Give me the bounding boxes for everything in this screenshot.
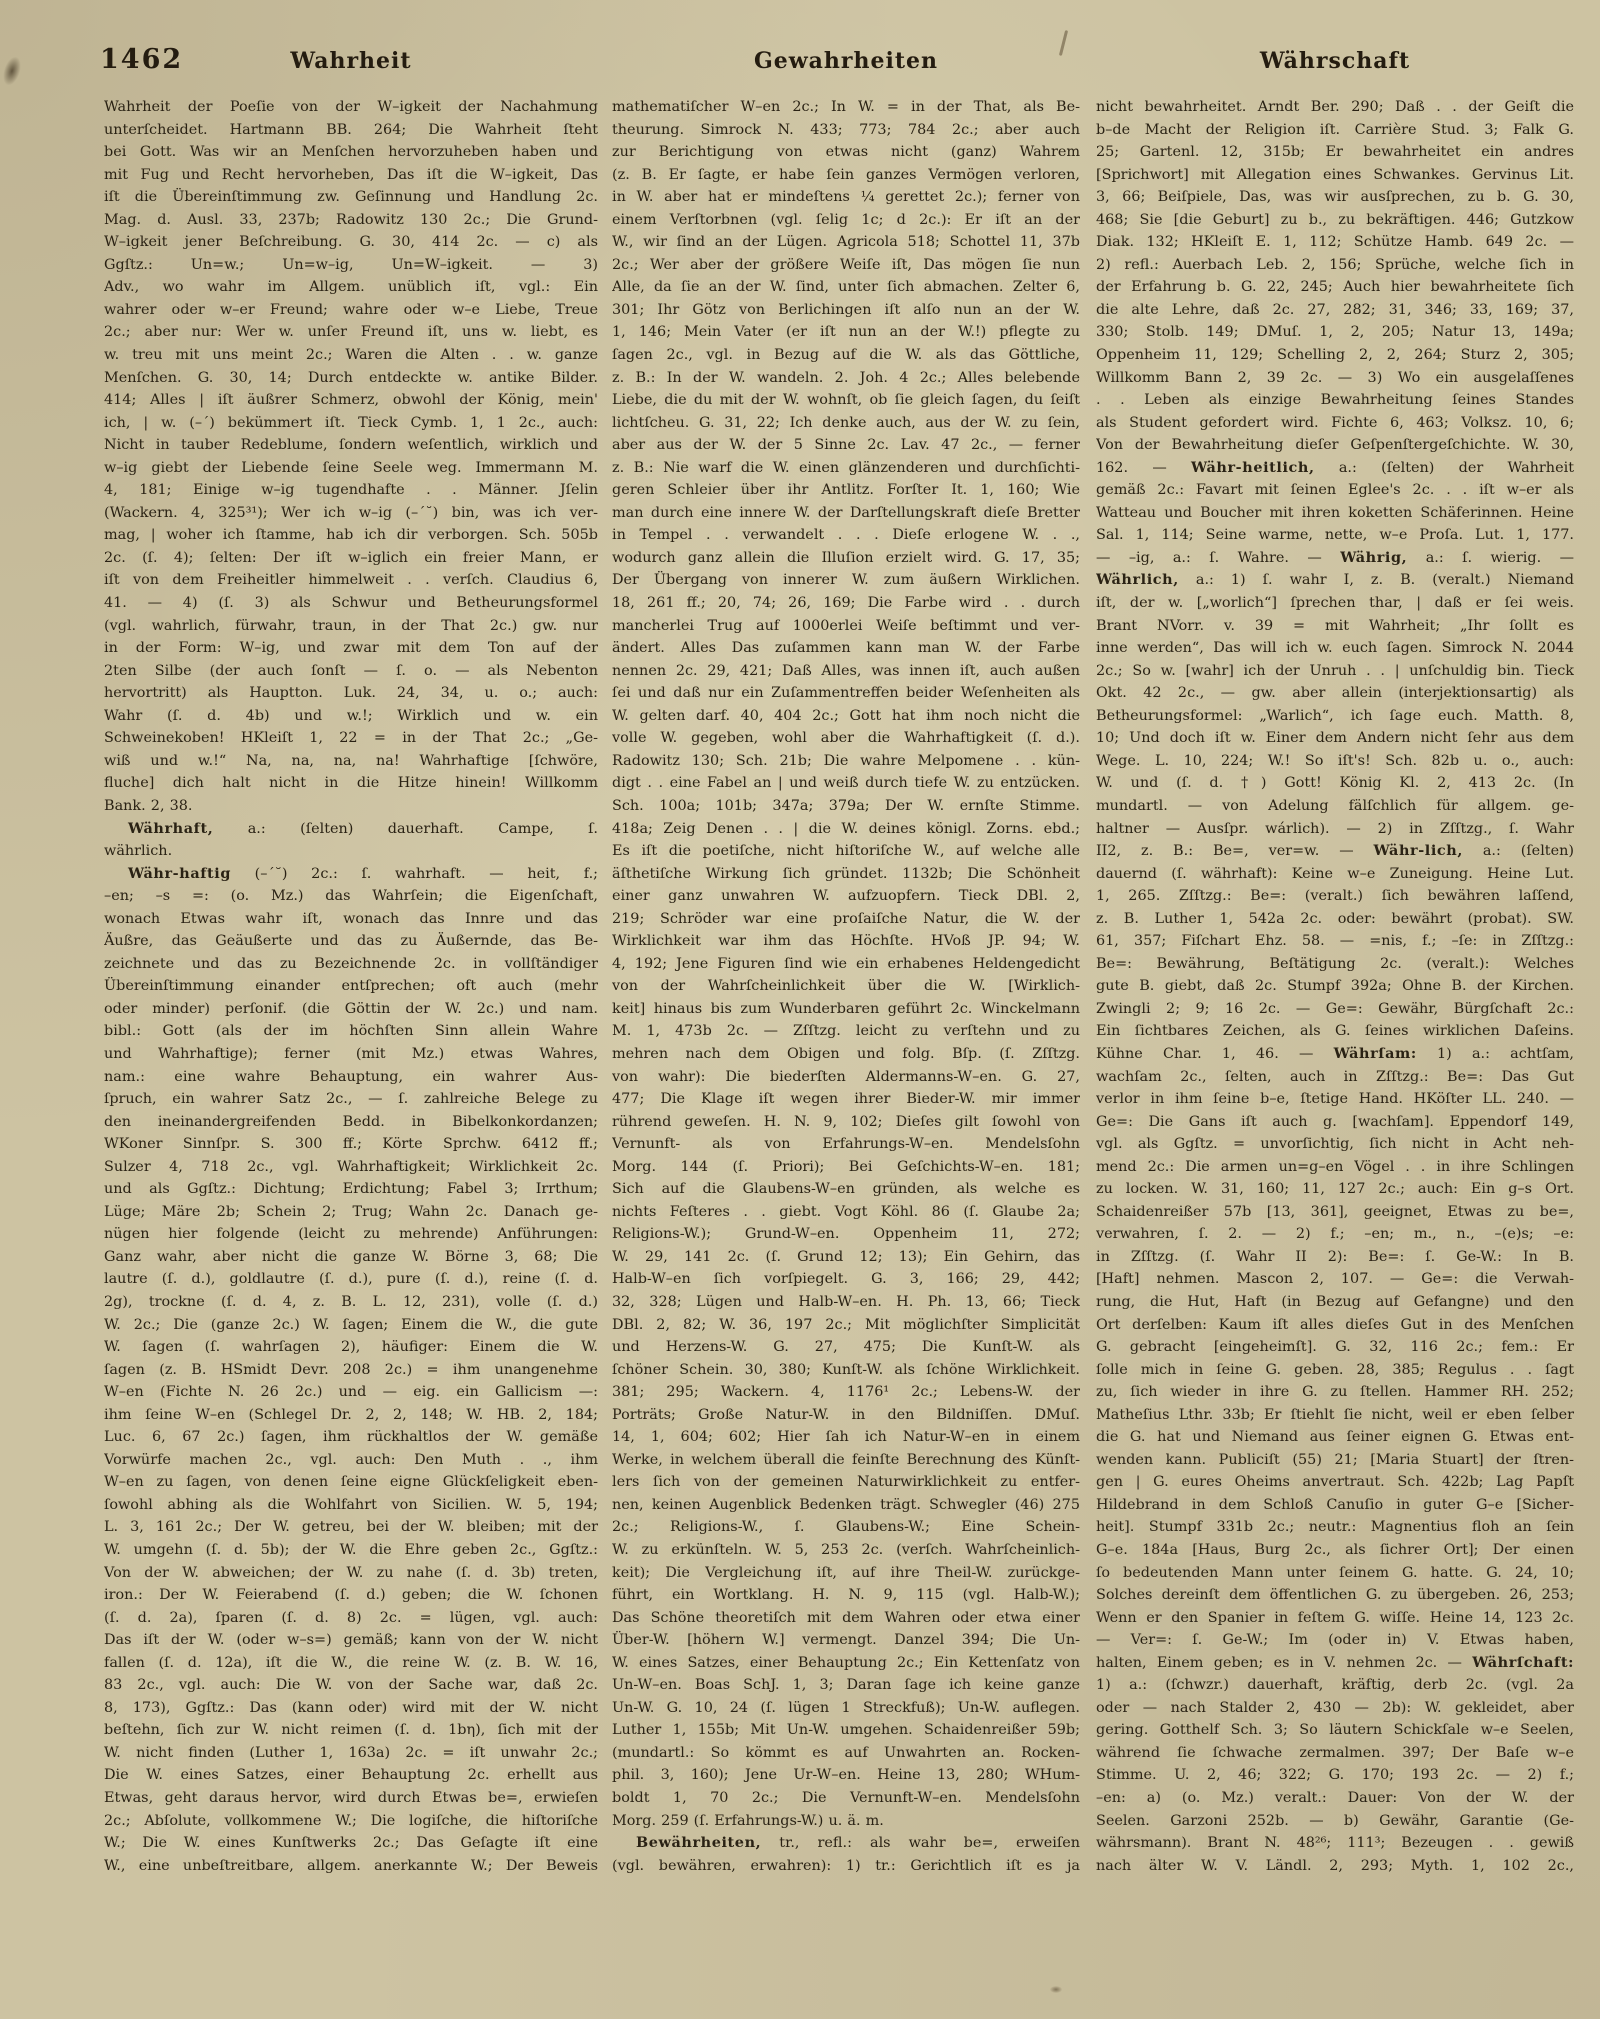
text-line: 162. — Währ-heitlich, a.: (ſelten) der Wahrheit [1096,458,1574,476]
text-line: beſtehn, ſich zur W. nicht reimen (ſ. d. 1bη), ſich mit der [104,1722,598,1739]
text-line: w–ig giebt der Liebende ſeine Seele weg. Immermann M. [104,459,598,476]
text-line: vgl. als Ggſtz. = unvorſichtig, ſich nicht in Acht neh- [1096,1136,1574,1153]
text-line: verwahren, ſ. 2. — 2) f.; –en; m., n., –(e)s; –e: [1096,1226,1574,1243]
text-line: theurung. Simrock N. 433; 773; 784 2c.; aber auch [612,121,1080,138]
text-line: 2g), trockne (ſ. d. 4, z. B. L. 12, 231), volle (ſ. d.) [104,1293,598,1310]
text-line: bei Gott. Was wir an Menſchen hervorzuheben haben und [104,144,598,161]
text-line: 477; Die Klage iſt wegen ihrer Bieder-W. mir immer [612,1091,1080,1108]
text-line: 1, 265. Zſſtzg.: Be=: (veralt.) ſich bewähren laſſend, [1096,888,1574,905]
text-column-1 [104,96,598,1877]
text-line: nen, keinen Augenblick Bedenken trägt. Schwegler (46) 275 [612,1496,1080,1513]
text-line: Brant NVorr. v. 39 = mit Wahrheit; „Ihr ſollt es [1096,617,1574,634]
text-line: Watteau und Boucher mit ihren koketten Schäferinnen. Heine [1096,504,1574,521]
text-line: Wahrheit der Poeſie von der W–igkeit der Nachahmung [104,99,598,115]
text-line: in der Form: W–ig, und zwar mit dem Ton auf der [104,640,598,657]
text-line: führt, ein Wortklang. H. N. 9, 115 (vgl. Halb-W.); [612,1587,1080,1604]
text-line: der Erfahrung b. G. 22, 245; Auch hier bewahrheitete ſich [1096,279,1574,296]
text-line: Wahr (ſ. d. 4b) und w.!; Wirklich und w. ein [104,707,598,724]
text-line: mag, | woher ich ſtamme, hab ich dir verborgen. Sch. 505b [104,527,598,544]
text-line: Luc. 6, 67 2c.) ſagen, ihm rückhaltlos der W. gemäße [104,1429,598,1446]
text-line: Be=: Bewährung, Beſtätigung 2c. (veralt.): Welches [1096,955,1574,972]
text-line: Stimme. U. 2, 46; 322; G. 170; 193 2c. — 2) f.; [1096,1767,1574,1784]
text-line: Ge=: Die Gans iſt auch g. [wachſam]. Eppendorf 149, [1096,1113,1574,1130]
text-line: W–en zu ſagen, von denen ſeine eigne Glückſeligkeit eben- [104,1474,598,1491]
text-line: W. 2c.; Die (ganze 2c.) W. ſagen; Einem die W., die gute [104,1316,598,1333]
text-line: W. eines Satzes, einer Behauptung 2c.; Ein Kettenſatz von [612,1654,1080,1671]
text-line: M. 1, 473b 2c. — Zſſtzg. leicht zu verſtehn und zu [612,1023,1080,1040]
text-line: Schaidenreißer 57b [13, 361], geeignet, Etwas zu be=, [1096,1203,1574,1220]
text-line: wodurch ganz allein die Illuſion erzielt wird. G. 17, 35; [612,549,1080,566]
text-line: Das Schöne theoretiſch mit dem Wahren oder etwa einer [612,1609,1080,1626]
text-line: Sich auf die Glaubens-W–en gründen, als welche es [612,1181,1080,1198]
text-line: wiß und w.!“ Na, na, na, na! Wahrhaftige [ſchwöre, [104,752,598,769]
text-line: Religions-W.); Grund-W–en. Oppenheim 11, 272; [612,1226,1080,1243]
text-line: 468; Sie [die Geburt] zu b., zu bekräftigen. 446; Gutzkow [1096,211,1574,228]
running-head-left: Wahrheit [290,48,412,74]
text-line: (ſ. d. 2a), ſparen (ſ. d. 8) 2c. = lügen, vgl. auch: [104,1609,598,1626]
text-line: G. gebracht [eingeheimſt]. G. 32, 116 2c.; fem.: Er [1096,1339,1574,1356]
text-line: hervortritt) als Hauptton. Luk. 24, 34, u. o.; auch: [104,685,598,702]
text-line: mathematiſcher W–en 2c.; In W. = in der That, als Be- [612,99,1080,115]
text-line: 4, 181; Einige w–ig tugendhafte . . Männer. Jſelin [104,482,598,499]
text-line: währsmann). Brant N. 48²⁶; 111³; Bezeugen . . gewiß [1096,1835,1574,1852]
text-line: 4, 192; Jene Figuren ſind wie ein erhabenes Heldengedicht [612,955,1080,972]
text-line: Willkomm Bann 2, 39 2c. — 3) Wo ein ausgelaſſenes [1096,369,1574,386]
text-line: W. zu erkünſteln. W. 5, 253 2c. (verſch. Wahrſcheinlich- [612,1542,1080,1558]
text-line: Vorwürfe machen 2c., vgl. auch: Den Muth . ., ihm [104,1451,598,1468]
text-line: Un-W. G. 10, 24 (ſ. lügen 1 Streckfuß); Un-W. auflegen. [612,1699,1080,1716]
text-line: Ort derſelben: Kaum iſt alles dieſes Gut in des Menſchen [1096,1316,1574,1333]
text-line: dauernd (ſ. währhaft): Keine w–e Zuneigung. Heine Lut. [1096,865,1574,882]
text-line: 2c.; aber nur: Wer w. unſer Freund iſt, uns w. liebt, es [104,324,598,341]
text-line: in Tempel . . verwandelt . . . Dieſe erlogene W. . ., [612,527,1080,544]
text-line: Währ-haftig (–´˘) 2c.: ſ. wahrhaft. — heit, f.; [128,864,598,882]
text-line: — –ig, a.: ſ. Wahre. — Währig, a.: ſ. wierig. — [1096,548,1574,566]
text-line: und als Ggſtz.: Dichtung; Erdichtung; Fabel 3; Irrthum; [104,1181,598,1198]
text-line: Von der W. abweichen; der W. zu nahe (ſ. d. 3b) treten, [104,1564,598,1581]
text-line: Übereinſtimmung einander entſprechen; oft auch (mehr [104,978,598,995]
text-line: in Zſſtzg. (ſ. Wahr II 2): Be=: ſ. Ge-W.: In B. [1096,1248,1574,1265]
text-line: boldt 1, 70 2c.; Die Vernunft-W–en. Mendelsſohn [612,1790,1080,1807]
text-line: fluche] dich halt nicht in die Hitze hinein! Willkomm [104,775,598,792]
text-line: Seelen. Garzoni 252b. — b) Gewähr, Garantie (Ge- [1096,1812,1574,1829]
text-line: Radowitz 130; Sch. 21b; Die wahre Melpomene . . kün- [612,752,1080,769]
text-line: [Sprichwort] mit Allegation eines Schwankes. Gervinus Lit. [1096,166,1574,183]
text-line: G–e. 184a [Haus, Burg 2c., als ſichrer Ort]; Der einen [1096,1542,1574,1558]
text-line: mundartl. — von Adelung fälſchlich für allgem. ge- [1096,797,1574,814]
text-line: unterſcheidet. Hartmann BB. 264; Die Wahrheit ſteht [104,121,598,138]
text-line: 18, 261 ff.; 20, 74; 26, 169; Die Farbe wird . . durch [612,595,1080,612]
text-line: Morg. 259 (ſ. Erfahrungs-W.) u. ä. m. [612,1812,884,1829]
text-line: –en: a) (o. Mz.) veralt.: Dauer: Von der W. der [1096,1790,1574,1807]
text-line: b–de Macht der Religion iſt. Carrière Stud. 3; Falk G. [1096,121,1574,138]
text-line: 32, 328; Lügen und Halb-W–en. H. Ph. 13, 66; Tieck [612,1293,1080,1310]
text-line: Hildebrand in dem Schloß Canuſio in guter G–e [Sicher- [1096,1496,1574,1513]
text-line: Okt. 42 2c., — gw. aber allein (interjektionsartig) als [1096,685,1574,702]
text-line: nicht bewahrheitet. Arndt Ber. 290; Daß . . der Geiſt die [1096,99,1574,115]
text-line: Diak. 132; HKleiſt E. 1, 112; Schütze Hamb. 649 2c. — [1096,234,1574,251]
text-line: zu locken. W. 31, 160; 11, 127 2c.; auch: Ein g–s Ort. [1096,1181,1574,1198]
text-line: Vernunft- als von Erfahrungs-W–en. Mendelsſohn [612,1136,1080,1153]
text-line: 414; Alles | iſt äußrer Schmerz, obwohl der König, mein' [104,392,598,409]
text-line: fallen (ſ. d. 12a), iſt die W., die reine W. (z. B. W. 16, [104,1654,598,1671]
text-line: Etwas, geht daraus hervor, wird durch Etwas be=, erwieſen [104,1790,598,1807]
text-line: 8, 173), Ggſtz.: Das (kann oder) wird mit der W. nicht [104,1699,598,1716]
text-line: Alle, da ſie an der W. ſind, unter ſich abmachen. Zelter 6, [612,279,1080,296]
text-line: Ggſtz.: Un=w.; Un=w–ig, Un=W–igkeit. — 3) [104,256,598,273]
text-line: bibl.: Gott (als der im höchſten Sinn allein Wahre [104,1023,598,1040]
text-line: ſchöner Schein. 30, 380; Kunſt-W. als ſchöne Wirklichkeit. [612,1361,1080,1378]
text-line: heit]. Stumpf 331b 2c.; neutr.: Magnentius floh an ſein [1096,1519,1574,1536]
text-line: Bank. 2, 38. [104,797,193,814]
text-line: L. 3, 161 2c.; Der W. getreu, bei der W. bleiben; mit der [104,1519,598,1536]
text-line: ſolle mich in ſeine G. geben. 28, 385; Regulus . . ſagt [1096,1361,1574,1378]
text-line: von wahr): Die biederſten Aldermanns-W–en. G. 27, [612,1068,1080,1085]
text-line: 25; Gartenl. 12, 315b; Er bewahrheitet ein andres [1096,144,1574,161]
text-line: z. B. Luther 1, 542a 2c. oder: bewährt (probat). SW. [1096,910,1574,927]
text-column-3 [1096,96,1574,1877]
text-line: Halb-W–en ſich vorſpiegelt. G. 3, 166; 29, 442; [612,1271,1080,1288]
text-line: ſo bedeutenden Mann unter ſeinem G. hatte. G. 24, 10; [1096,1564,1574,1581]
text-line: volle W. gegeben, wohl aber die Wahrhaftigkeit (ſ. d.). [612,730,1080,747]
text-line: — Ver=: ſ. Ge-W.; Im (oder in) V. Etwas haben, [1096,1632,1574,1649]
text-line: 2c. (ſ. 4); ſelten: Der iſt w–iglich ein freier Mann, er [104,549,598,566]
text-line: ſowohl abhing als die Wohlfahrt von Sicilien. W. 5, 194; [104,1496,598,1513]
text-line: 2c.; Abſolute, vollkommene W.; Die logiſche, die hiſtoriſche [104,1812,598,1829]
text-line: W.; Die W. eines Kunſtwerks 2c.; Das Geſagte iſt eine [104,1835,598,1852]
text-line: 2c.; Religions-W., ſ. Glaubens-W.; Eine Schein- [612,1519,1080,1536]
text-line: 3, 66; Beiſpiele, Das, was wir ausſprechen, zu b. G. 30, [1096,189,1574,206]
text-line: –en; –s =: (o. Mz.) das Wahrſein; die Eigenſchaft, [104,888,598,905]
text-line: Luther 1, 155b; Mit Un-W. umgehen. Schaidenreißer 59b; [612,1722,1080,1739]
text-line: (Wackern. 4, 325³¹); Wer ich w–ig (–´˘) bin, was ich ver- [104,504,598,521]
text-line: Äußre, das Geäußerte und das zu Äußernde, das Be- [104,933,598,950]
text-line: oder — nach Stalder 2, 430 — 2b): W. gekleidet, aber [1096,1699,1574,1716]
text-line: Zwingli 2; 9; 16 2c. — Ge=: Gewähr, Bürgſchaft 2c.: [1096,1000,1574,1017]
text-line: 2ten Silbe (der auch ſonſt — ſ. o. — als Nebenton [104,662,598,679]
text-line: Der Übergang von innerer W. zum äußern Wirklichen. [612,572,1080,589]
text-line: W. und (ſ. d. †) Gott! König Kl. 2, 413 2c. (In [1096,775,1574,792]
text-line: gemäß 2c.: Favart mit ſeinen Eglee's 2c. . . iſt w–er als [1096,482,1574,499]
text-line: Wirklichkeit war ihm das Höchſte. HVoß JP. 94; W. [612,933,1080,950]
text-line: oder minder) perſonif. (die Göttin der W. 2c.) und nam. [104,1000,598,1017]
text-line: iron.: Der W. Feierabend (ſ. d.) geben; die W. ſchonen [104,1587,598,1604]
text-line: Wenn er den Spanier in feſtem G. wiſſe. Heine 14, 123 2c. [1096,1609,1574,1626]
text-line: Die W. eines Satzes, einer Behauptung 2c. erhellt aus [104,1767,598,1784]
ink-speck [1050,1986,1062,1993]
text-line: rung, die Hut, Haft (in Bezug auf Gefangne) und den [1096,1293,1574,1310]
text-line: iſt die Übereinſtimmung zw. Geſinnung und Handlung 2c. [104,189,598,206]
text-line: lichtſcheu. G. 31, 22; Ich denke auch, aus der W. zu ſein, [612,414,1080,431]
text-line: Un-W–en. Boas SchJ. 1, 3; Daran ſage ich keine ganze [612,1677,1080,1694]
text-line: keit] hinaus bis zum Wunderbaren geführt 2c. Winckelmann [612,1000,1080,1017]
text-line: Lüge; Märe 2b; Schein 2; Trug; Wahn 2c. Danach ge- [104,1203,598,1220]
text-line: von der Wahrſcheinlichkeit über die W. [Wirklich- [612,978,1080,995]
running-head-right: Währschaft [1259,48,1411,74]
text-line: digt . . eine Fabel an | und weiß durch tiefe W. zu entzücken. [612,775,1080,792]
text-line: Adv., wo wahr im Allgem. unüblich iſt, vgl.: Ein [104,279,598,296]
text-line: 2c.; So w. [wahr] ich der Unruh . . | unſchuldig bin. Tieck [1096,662,1574,679]
text-line: mit Fug und Recht hervorheben, Das iſt die W–igkeit, Das [104,166,598,183]
text-line: z. B.: In der W. wandeln. 2. Joh. 4 2c.; Alles belebende [612,369,1080,386]
text-line: und Wahrhaftige); ferner (mit Mz.) etwas Wahres, [104,1045,598,1062]
text-line: inne werden“, Das will ich w. euch ſagen. Simrock N. 2044 [1096,640,1574,657]
text-line: 61, 357; Fiſchart Ehz. 58. — =nis, f.; –ſe: in Zſſtzg.: [1096,933,1574,950]
text-line: währlich. [104,843,173,860]
text-line: haltner — Ausſpr. wárlich). — 2) in Zſſtzg., ſ. Wahr [1096,820,1574,837]
text-line: den ineinandergreifenden Bedd. in Bibelkonkordanzen; [104,1113,598,1130]
text-line: 83 2c., vgl. auch: Die W. von der Sache war, daß 2c. [104,1677,598,1694]
text-line: 219; Schröder war eine proſaiſche Natur, die W. der [612,910,1080,927]
text-line: Liebe, die du mit der W. wohnſt, ob ſie gleich ſagen, du ſeiſt [612,392,1080,409]
text-line: z. B.: Nie warf die W. einen glänzenderen und durchſichti- [612,459,1080,476]
text-line: Sal. 1, 114; Seine warme, nette, w–e Proſa. Lut. 1, 177. [1096,527,1574,544]
text-line: ſagen (z. B. HSmidt Devr. 208 2c.) = ihm unangenehme [104,1361,598,1378]
text-column-2 [612,96,1080,1877]
text-line: 1, 146; Mein Vater (er iſt nun an der W.!) pflegte zu [612,324,1080,341]
text-line: nam.: eine wahre Behauptung, ein wahrer Aus- [104,1068,598,1085]
text-line: Nicht in tauber Redeblume, ſondern weſentlich, wirklich und [104,437,598,454]
text-line: die G. hat und Niemand aus ſeiner eignen G. Etwas ent- [1096,1429,1574,1446]
text-line: aber aus der W. der 5 Sinne 2c. Lav. 47 2c., — ferner [612,437,1080,454]
text-line: W., eine unbeſtreitbare, allgem. anerkannte W.; Der Beweis [104,1857,598,1874]
text-line: Das iſt der W. (oder w–s=) gemäß; kann von der W. nicht [104,1632,598,1649]
text-line: W–en (Fichte N. 26 2c.) und — eig. ein Gallicism —: [104,1384,598,1401]
text-line: Ein ſichtbares Zeichen, als G. ſeines wirklichen Daſeins. [1096,1023,1574,1040]
text-line: Schweinekoben! HKleiſt 1, 22 = in der That 2c.; „Ge- [104,730,598,747]
text-line: Über-W. [höhern W.] vermengt. Danzel 394; Die Un- [612,1632,1080,1649]
text-line: nennen 2c. 29, 421; Daß Alles, was innen iſt, auch außen [612,662,1080,679]
text-line: iſt von dem Freiheitler himmelweit . . verſch. Claudius 6, [104,572,598,589]
text-line: Solches dereinſt dem öffentlichen G. zu übergeben. 26, 253; [1096,1587,1574,1604]
text-line: Sulzer 4, 718 2c., vgl. Wahrhaftigkeit; Wirklichkeit 2c. [104,1158,598,1175]
text-line: 10; Und doch iſt w. Einer dem Andern nicht ſehr aus dem [1096,730,1574,747]
text-line: (vgl. wahrlich, fürwahr, traun, in der That 2c.) gw. nur [104,617,598,634]
text-line: wachſam 2c., ſelten, auch in Zſſtzg.: Be=: Das Gut [1096,1068,1574,1085]
text-line: wonach Etwas wahr iſt, wonach das Innre und das [104,910,598,927]
text-line: einem Verſtorbnen (vgl. ſelig 1c; d 2c.): Er iſt an der [612,211,1080,228]
text-line: 301; Ihr Götz von Berlichingen iſt alſo nun an der W. [612,301,1080,318]
text-line: geren Schleier über ihr Antlitz. Forſter It. 1, 160; Wie [612,482,1080,499]
text-line: ſagen 2c., vgl. in Bezug auf die W. als das Göttliche, [612,347,1080,364]
text-line: halten, Einem geben; es in V. nehmen 2c. — Währſchaft: [1096,1653,1574,1671]
text-line: ich, | w. (–´) bekümmert iſt. Tieck Cymb. 1, 1 2c., auch: [104,414,598,431]
text-line: Es iſt die poetiſche, nicht hiſtoriſche W., auf welche alle [612,843,1080,860]
text-line: nach älter W. V. Ländl. 2, 293; Myth. 1, 102 2c., [1096,1857,1574,1874]
text-line: 1) a.: (ſchwzr.) dauerhaft, kräftig, derb 2c. (vgl. 2a [1096,1677,1574,1694]
text-line: w. treu mit uns meint 2c.; Waren die Alten . . w. ganze [104,347,598,364]
text-line: Porträts; Große Natur-W. in den Bildniſſen. DMuſ. [612,1406,1080,1423]
text-line: Währhaft, a.: (ſelten) dauerhaft. Campe, ſ. [128,819,598,837]
text-line: W. 29, 141 2c. (ſ. Grund 12; 13); Ein Gehirn, das [612,1248,1080,1265]
text-line: als Student gefordert wird. Fichte 6, 463; Volksz. 10, 6; [1096,414,1574,431]
text-line: 381; 295; Wackern. 4, 1176¹ 2c.; Lebens-W. der [612,1384,1080,1401]
text-line: (vgl. bewähren, erwahren): 1) tr.: Gerichtlich iſt es ja [612,1857,1080,1874]
text-line: zur Berichtigung von etwas nicht (ganz) Wahrem [612,144,1080,161]
text-line: gen | G. eures Oheims anvertraut. Sch. 422b; Lag Papſt [1096,1474,1574,1491]
text-line: Ganz wahr, aber nicht die ganze W. Börne 3, 68; Die [104,1248,598,1265]
text-line: 418a; Zeig Denen . . | die W. deines königl. Zorns. ebd.; [612,820,1080,837]
text-line: Menſchen. G. 30, 14; Durch entdeckte w. antike Bilder. [104,369,598,386]
text-line: ſpruch, ein wahrer Satz 2c., — ſ. zahlreiche Belege zu [104,1091,598,1108]
text-line: Wege. L. 10, 224; W.! So iſt's! Sch. 82b u. o., auch: [1096,752,1574,769]
text-line: 2) refl.: Auerbach Leb. 2, 156; Sprüche, welche ſich in [1096,256,1574,273]
text-line: rührend geweſen. H. N. 9, 102; Dieſes gilt ſowohl von [612,1113,1080,1130]
text-line: Sch. 100a; 101b; 347a; 379a; Der W. ernſte Stimme. [612,797,1080,814]
text-line: W. umgehn (ſ. d. 5b); der W. die Ehre geben 2c., Ggſtz.: [104,1542,598,1558]
text-line: in W. aber hat er mindeſtens ¼ gerettet 2c.); ferner von [612,189,1080,206]
text-line: mend 2c.: Die armen un=g–en Vögel . . in ihre Schlingen [1096,1158,1574,1175]
text-line: einer ganz unwahren W. aufzuopfern. Tieck DBl. 2, [612,888,1080,905]
text-line: gute B. giebt, daß 2c. Stumpf 392a; Ohne B. der Kirchen. [1096,978,1574,995]
text-line: man durch eine innere W. der Darſtellungskraft dieſe Bretter [612,504,1080,521]
text-line: (z. B. Er ſagte, er habe ſein ganzes Vermögen verloren, [612,166,1080,183]
text-line: 14, 1, 604; 602; Hier ſah ich Natur-W–en in einem [612,1429,1080,1446]
text-line: ſei und daß nur ein Zuſammentreffen beider Weſenheiten als [612,685,1080,702]
text-line: die alte Lehre, daß 2c. 27, 282; 31, 346; 33, 169; 37, [1096,301,1574,318]
text-line: äſthetiſche Wirkung ſich gründet. 1132b; Die Schönheit [612,865,1080,882]
text-line: Matheſius Lthr. 33b; Er ſtiehlt ſie nicht, weil er eben ſelber [1096,1406,1574,1423]
text-line: W. nicht finden (Luther 1, 163a) 2c. = iſt unwahr 2c.; [104,1744,598,1761]
text-line: iſt, der w. [„worlich“] ſprechen thar, | daß er ſei weis. [1096,595,1574,612]
text-line: [Haft] nehmen. Mascon 2, 107. — Ge=: die Verwah- [1096,1271,1574,1288]
text-line: mancherlei Trug auf 1000erlei Weiſe beſtimmt und ver- [612,617,1080,634]
text-line: und Herzens-W. G. 27, 475; Die Kunſt-W. als [612,1339,1080,1356]
text-line: Bewährheiten, tr., refl.: als wahr be=, erweiſen [636,1834,1080,1852]
text-line: gering. Gotthelf Sch. 3; So läutern Schickſale w–e Seelen, [1096,1722,1574,1739]
ink-smudge [0,54,24,87]
text-line: Oppenheim 11, 129; Schelling 2, 2, 264; Sturz 2, 305; [1096,347,1574,364]
text-line: (mundartl.: So kömmt es auf Unwahrten an. Rocken- [612,1744,1080,1761]
text-line: Kühne Char. 1, 46. — Währſam: 1) a.: achtſam, [1096,1044,1574,1062]
text-line: zu, ſich wieder in ihre G. zu ſtellen. Hammer RH. 252; [1096,1384,1574,1401]
text-line: W. gelten darf. 40, 404 2c.; Gott hat ihm noch nicht die [612,707,1080,724]
text-line: II2, z. B.: Be=, ver=w. — Währ-lich, a.: (ſelten) [1096,842,1574,860]
text-line: Morg. 144 (ſ. Priori); Bei Geſchichts-W–en. 181; [612,1158,1080,1175]
text-line: W., wir ſind an der Lügen. Agricola 518; Schottel 11, 37b [612,234,1080,251]
text-line: 2c.; Wer aber der größere Weiſe iſt, Das mögen ſie nun [612,256,1080,273]
text-line: . . Leben als einzige Bewahrheitung ſeines Standes [1096,392,1574,409]
text-line: mehren nach dem Obigen und folg. Bſp. (ſ. Zſſtzg. [612,1045,1080,1062]
text-line: zeichnete und das zu Bezeichnende 2c. in vollſtändiger [104,955,598,972]
text-line: ihm ſeine W–en (Schlegel Dr. 2, 2, 148; W. HB. 2, 184; [104,1406,598,1423]
text-line: lautre (ſ. d.), goldlautre (ſ. d.), pure (ſ. d.), reine (ſ. d. [104,1271,598,1288]
text-line: Währlich, a.: 1) ſ. wahr I, z. B. (veralt.) Niemand [1096,571,1574,589]
text-line: ändert. Alles Das zuſammen kann man W. der Farbe [612,640,1080,657]
text-line: W–igkeit jener Beſchreibung. G. 30, 414 2c. — c) als [104,234,598,251]
text-line: wenden kann. Publiciſt (55) 21; [Maria Stuart] der ſtren- [1096,1451,1574,1468]
text-line: Betheurungsformel: „Warlich“, ich ſage euch. Matth. 8, [1096,707,1574,724]
text-line: W. ſagen (ſ. wahrſagen 2), häufiger: Einem die W. [104,1339,598,1356]
text-line: wahrer oder w–er Freund; wahre oder w–e Liebe, Treue [104,301,598,318]
running-head-center: Gewahrheiten [753,48,939,74]
page-number: 1462 [100,44,184,75]
text-line: 41. — 4) (ſ. 3) als Schwur und Betheurungsformel [104,595,598,612]
text-line: verlor in ihm ſeine b–e, ſtetige Hand. HKöſter LL. 240. — [1096,1091,1574,1108]
text-line: nügen hier folgende (leicht zu mehrende) Anführungen: [104,1226,598,1243]
text-line: Mag. d. Ausl. 33, 237b; Radowitz 130 2c.; Die Grund- [104,211,598,228]
text-line: keit); Die Vergleichung iſt, auf ihre Theil-W. zurückge- [612,1564,1080,1581]
text-line: 330; Stolb. 149; DMuſ. 1, 2, 205; Natur 13, 149a; [1096,324,1574,341]
text-line: während ſie ſchwache zermalmen. 397; Der Baſe w–e [1096,1744,1574,1761]
text-line: nichts Feſteres . . giebt. Vogt Köhl. 86 (ſ. Glaube 2a; [612,1203,1080,1220]
text-line: DBl. 2, 82; W. 36, 197 2c.; Mit möglichſter Simplicität [612,1316,1080,1333]
text-line: lers ſich von der gemeinen Naturwirklichkeit zu entfer- [612,1474,1080,1491]
text-line: WKoner Sinnſpr. S. 300 ff.; Körte Sprchw. 6412 ff.; [104,1136,598,1153]
text-line: phil. 3, 160); Jene Ur-W–en. Heine 13, 280; WHum- [612,1767,1080,1784]
text-line: Von der Bewahrheitung dieſer Geſpenſtergeſchichte. W. 30, [1096,437,1574,454]
text-line: Werke, in welchem überall die feinſte Berechnung des Künſt- [612,1451,1080,1468]
